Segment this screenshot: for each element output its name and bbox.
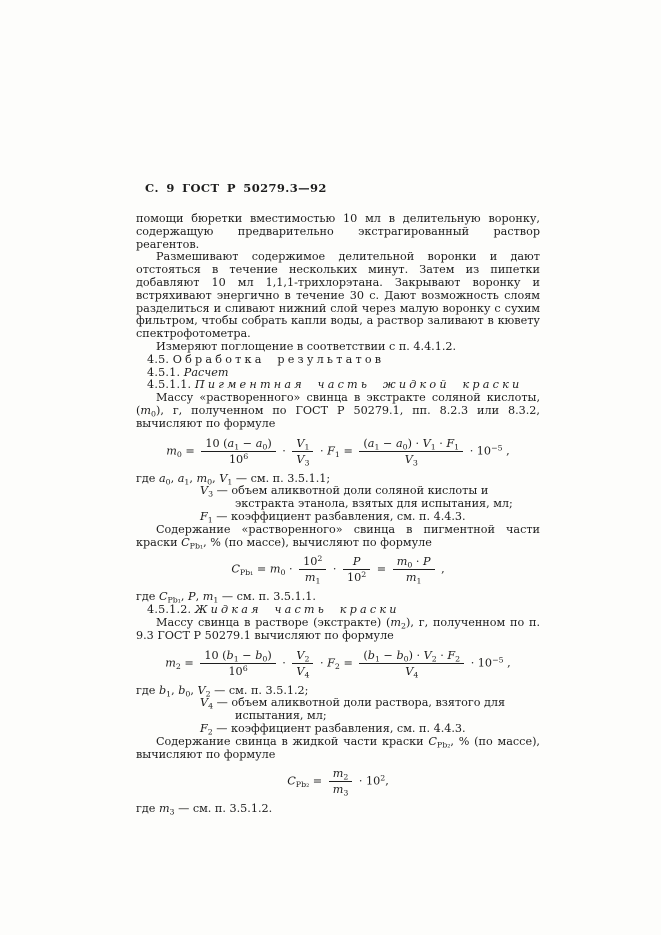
subscript: 1 [213,595,219,605]
where-line: где $a_0$, $a_1$, $m_0$, $V_1$ — см. п. 3.5.1.1; [136,471,331,486]
fraction [292,649,313,678]
subscript: Pb₁ [189,540,204,550]
document-body [136,213,540,816]
subscript: 1 [234,441,240,451]
subscript: 0 [262,441,268,451]
subscript: 0 [150,409,156,419]
subscript: 1 [374,441,380,451]
page-header: С. 9 ГОСТ Р 50279.3—92 [145,181,327,195]
subscript: 2 [455,653,461,663]
subscript: 1 [184,476,190,486]
superscript: −5 [491,443,503,453]
fraction-denominator [359,452,463,466]
fraction [329,767,353,796]
section-number: 4.5.1.1. [147,378,192,392]
fraction [200,649,275,678]
where-line: $V_4$ — объем аликвотной доли раствора, взятого для [200,696,506,711]
italic-variable: V [405,664,414,678]
subscript: 3 [304,457,310,467]
italic-variable: b [226,648,234,662]
italic-variable: m [166,444,177,458]
subscript: 0 [280,568,286,578]
fraction [343,555,370,584]
fraction [201,437,275,466]
fraction-denominator [359,664,464,678]
subscript: 0 [407,560,413,570]
fraction [393,555,435,584]
italic-variable: a [158,471,166,485]
italic-variable: m [332,767,344,781]
paragraph: Массу свинца в растворе (экстракте) $(m_2)$, г, полученном по п. 9.3 ГОСТ Р 50279.1 вычисляют по формуле [136,615,540,642]
fraction-numerator [292,649,313,664]
paragraph: Содержание свинца в жидкой части краски $C_{Pb_2}$, % (по массе), вычисляют по формуле [136,734,540,761]
subscript: 4 [413,669,419,679]
italic-variable: b [255,648,263,662]
subscript: 0 [207,476,213,486]
italic-variable: V [296,664,305,678]
fraction [359,649,464,678]
italic-variable: C [428,734,437,748]
subscript: 2 [334,661,340,671]
italic-variable: b [367,648,375,662]
italic-variable: V [200,484,209,498]
superscript: −5 [492,655,504,665]
italic-variable: V [422,436,431,450]
italic-variable: C [158,590,168,604]
superscript: 2 [380,773,386,783]
italic-variable: P [352,555,361,569]
subscript: 2 [207,727,213,737]
fraction-numerator: $m_0 \cdot P$ [393,555,435,570]
fraction-numerator [329,767,353,782]
italic-variable: m [202,590,214,604]
subscript: Pb₂ [295,780,310,790]
fraction-denominator: $10^6$ [228,663,248,678]
formula: $C_{Pb_2}$ = $\frac{m_2}{m_3}$ · $10^2$, [287,767,389,798]
italic-variable: F [446,436,455,450]
subscript: 0 [262,653,268,663]
superscript: 2 [317,554,323,564]
italic-variable: b [178,683,186,697]
formula: $C_{Pb_1} = m_0$ · $\frac{10^2}{m_1}$ · $\frac{P}{10^2}$ = $\frac{m_0 \cdot P}{m_1}$ , [231,554,445,586]
subscript: 4 [208,701,214,711]
subscript: 2 [175,661,181,671]
fraction-numerator: $(b_1 - b_0) \cdot V_2 \cdot F_2$ [359,649,464,664]
where-line: где $b_1$, $b_0$, $V_2$ — см. п. 3.5.1.2; [136,683,309,698]
paragraph: Содержание «растворенного» свинца в пигментной части краски $C_{Pb_1}$, % (по массе), вычисляют по формуле [136,522,540,550]
italic-variable: V [296,452,305,466]
italic-variable: a [255,436,263,450]
italic-variable: a [395,436,403,450]
italic-variable: a [177,471,185,485]
section-heading [136,604,540,617]
subscript: 1 [207,515,213,525]
superscript: 6 [242,663,248,673]
section-title: Жидкая часть краски [194,603,400,617]
fraction-numerator: 10 $(b_1 - b_0)$ [200,649,275,664]
italic-variable: m [390,615,402,629]
subscript: 1 [304,441,310,451]
where-line: $F_1$ — коэффициент разбавления, см. п. 4.4.3. [200,509,466,525]
italic-variable: V [296,436,305,450]
subscript: 3 [169,807,175,817]
italic-variable: b [158,683,167,697]
italic-variable: m [304,571,316,585]
subscript: 0 [176,449,182,459]
where-line: где $C_{Pb_1}$, P, $m_1$ — см. п. 3.5.1.1. [136,590,316,605]
subscript: 2 [343,772,349,782]
fraction-denominator [299,570,326,584]
italic-variable: m [405,571,417,585]
fraction-denominator [292,452,313,466]
italic-variable: m [165,656,176,670]
subscript: Pb₁ [167,595,181,605]
subscript: Pb₁ [239,568,254,578]
subscript: 1 [227,476,233,486]
italic-variable: V [423,648,432,662]
fraction-numerator: $10^2$ [299,555,326,570]
paragraph: Размешивают содержимое делительной воронки и дают отстояться в течение нескольких минут. Затем из пипетки добавляют 10 мл 1,1,1-трихлорэтана. Закрывают воронку и встряхивают энергично в течение 30 с. Дают возможность слоям разделиться и сливают нижний слой через малую воронку с сухим фильтром, чтобы собрать капли воды, а раствор заливают в кювету спектрофотометра. [136,250,540,341]
where-list [136,685,540,736]
italic-variable: C [287,774,296,788]
italic-variable: V [219,471,228,485]
subscript: 3 [343,788,349,798]
italic-variable: C [231,562,240,576]
section-number: 4.5.1.2. [147,603,192,617]
fraction-denominator [292,664,313,678]
section-title: Обработка результатов [172,352,385,366]
italic-variable: V [200,696,209,710]
fraction-numerator: $(a_1 - a_0) \cdot V_1 \cdot F_1$ [359,437,463,452]
fraction-numerator [292,437,313,452]
section-number: 4.5.1. [147,365,181,379]
subscript: 1 [233,653,239,663]
subscript: 2 [401,621,407,631]
italic-variable: C [181,535,190,549]
paragraph: помощи бюретки вместимостью 10 мл в делительную воронку, содержащую предварительно экстрагированный раствор реагентов. [136,212,540,251]
italic-variable: V [296,648,305,662]
italic-variable: P [423,555,431,569]
italic-variable: a [227,436,235,450]
fraction-numerator: 10 $(a_1 - a_0)$ [201,437,275,452]
fraction [359,437,463,466]
subscript: 1 [454,441,460,451]
subscript: 0 [403,653,409,663]
italic-variable: F [327,656,335,670]
italic-variable: b [396,648,404,662]
fraction [292,437,313,466]
italic-variable: m [269,562,281,576]
italic-variable: a [367,436,375,450]
italic-variable: V [197,683,206,697]
fraction-denominator [393,570,435,584]
paragraph: Измеряют поглощение в соответствии с п. 4.4.1.2. [156,339,457,353]
superscript: 2 [361,570,367,580]
paragraph: Массу «растворенного» свинца в экстракте соляной кислоты, $(m_0)$, г, полученном по ГОСТ Р 50279.1, пп. 8.2.3 или 8.3.2, вычисляют по формуле [136,391,540,430]
subscript: 1 [430,441,436,451]
italic-variable: F [327,444,335,458]
section-number: 4.5. [147,352,170,366]
italic-variable: m [332,783,344,797]
superscript: 6 [243,451,249,461]
subscript: 1 [166,688,172,698]
italic-variable: m [158,802,170,816]
fraction-denominator [329,782,353,796]
subscript: 2 [431,653,437,663]
subscript: 1 [334,449,340,459]
subscript: 0 [185,688,191,698]
fraction-denominator: $10^6$ [228,451,249,466]
italic-variable: F [447,648,456,662]
where-list [136,803,540,816]
subscript: 0 [165,476,171,486]
subscript: 2 [304,653,310,663]
subscript: 0 [402,441,408,451]
subscript: 1 [416,576,422,586]
formula: $m_0$ = $\frac{10 (a_1 - a_0)}{10^6}$ · $\frac{V_1}{V_3}$ · $F_1$ = $\frac{(a_1 - a_0) \cdot V_1 \cdot F_1}{V_3}$ · $10^{-5}$ , [166,436,510,467]
section-title: Расчет [183,365,229,379]
where-line: $F_2$ — коэффициент разбавления, см. п. 4.4.3. [200,721,466,737]
subscript: Pb₂ [436,740,451,750]
where-line: испытания, мл; [235,709,327,723]
formula: $m_2$ = $\frac{10 (b_1 - b_0)}{10^6}$ · $\frac{V_2}{V_4}$ · $F_2$ = $\frac{(b_1 - b_0) \cdot V_2 \cdot F_2}{V_4}$ · $10^{-5}$ , [165,648,511,679]
subscript: 4 [304,669,310,679]
italic-variable: F [200,509,208,523]
italic-variable: m [140,403,151,417]
where-line: $V_3$ — объем аликвотной доли соляной кислоты и [200,484,489,499]
where-list [136,473,540,524]
subscript: 1 [374,653,380,663]
subscript: 1 [315,576,321,586]
italic-variable: m [396,555,408,569]
italic-variable: m [196,471,208,485]
fraction [299,555,326,584]
subscript: 2 [205,688,211,698]
italic-variable: V [404,452,413,466]
fraction-denominator: $10^2$ [347,570,367,585]
subscript: 3 [208,489,214,499]
italic-variable: P [188,590,196,604]
fraction-numerator [343,555,370,570]
where-line: экстракта этанола, взятых для испытания, мл; [235,497,513,511]
section-title: Пигментная часть жидкой краски [194,378,523,392]
where-line: где $m_3$ — см. п. 3.5.1.2. [136,802,273,817]
subscript: 3 [412,457,418,467]
italic-variable: F [200,721,208,735]
